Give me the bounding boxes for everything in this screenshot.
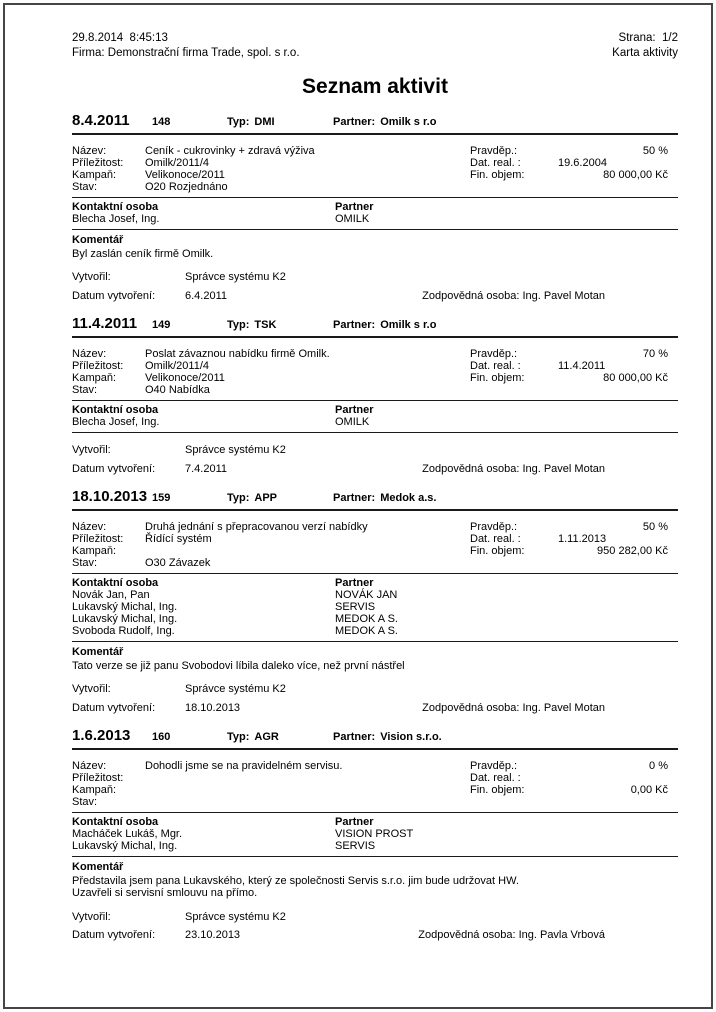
fin-objem-value: 950 282,00 Kč	[597, 545, 668, 557]
divider-thick	[72, 133, 678, 135]
contacts-rows	[72, 828, 678, 852]
contacts-header	[72, 816, 678, 828]
responsible-person	[422, 464, 678, 476]
kampan-label: Kampaň:	[72, 545, 117, 557]
divider-thin	[72, 641, 678, 642]
divider-thick	[72, 748, 678, 750]
activity-date: 8.4.2011	[72, 112, 130, 129]
dat-real-label: Dat. real. :	[470, 157, 521, 169]
contact-name: Lukavský Michal, Ing.	[72, 613, 178, 625]
contact-name: Svoboda Rudolf, Ing.	[72, 625, 175, 637]
fin-objem-label: Fin. objem:	[470, 545, 525, 557]
contacts-column-header: Kontaktní osoba	[72, 404, 159, 416]
pravdep-value: 70 %	[642, 348, 668, 360]
stav-value	[145, 796, 470, 808]
contacts-rows	[72, 589, 678, 637]
responsible-person	[418, 930, 678, 942]
comment-lines	[72, 875, 678, 900]
field-row-nazev	[72, 521, 678, 533]
field-row-stav	[72, 181, 678, 193]
field-row-kampan	[72, 784, 678, 796]
contact-partner: SERVIS	[335, 601, 376, 613]
prilezitost-value	[145, 772, 470, 784]
comment-lines	[72, 248, 678, 261]
stav-label: Stav:	[72, 384, 98, 396]
type-value: APP	[254, 492, 278, 504]
contact-row	[72, 589, 678, 601]
prilezitost-value: Řídící systém	[145, 533, 212, 545]
activity-block	[72, 315, 678, 475]
activity-block	[72, 488, 678, 714]
partner-label: Partner:	[333, 731, 376, 743]
pravdep-label: Pravděp.:	[470, 348, 518, 360]
report-header-row-1	[72, 31, 678, 46]
dat-real-label: Dat. real. :	[470, 533, 521, 545]
responsible-value: Ing. Pavla Vrbová	[518, 929, 605, 941]
type-label: Typ:	[227, 492, 250, 504]
created-date-label: Datum vytvoření:	[72, 289, 156, 302]
fin-objem-value: 0,00 Kč	[630, 784, 668, 796]
kampan-value	[145, 545, 470, 557]
activity-type	[227, 319, 333, 331]
contact-partner: NOVÁK JAN	[335, 589, 398, 601]
pravdep-label: Pravděp.:	[470, 760, 518, 772]
empty-cell	[470, 557, 558, 569]
prilezitost-label: Příležitost:	[72, 360, 124, 372]
empty-cell	[558, 384, 680, 396]
pravdep-label: Pravděp.:	[470, 521, 518, 533]
responsible-value: Ing. Pavel Motan	[522, 701, 605, 714]
prilezitost-label: Příležitost:	[72, 772, 124, 784]
kampan-value: Velikonoce/2011	[145, 372, 225, 384]
prilezitost-label: Příležitost:	[72, 533, 124, 545]
created-date-label: Datum vytvoření:	[72, 462, 156, 475]
company-name: Firma: Demonstrační firma Trade, spol. s r.o.	[72, 47, 300, 59]
contact-row	[72, 416, 678, 428]
fin-objem-label: Fin. objem:	[470, 169, 525, 181]
created-by-value: Správce systému K2	[185, 910, 286, 923]
created-by-label: Vytvořil:	[72, 444, 111, 456]
divider-thick	[72, 509, 678, 511]
type-label: Typ:	[227, 731, 250, 743]
prilezitost-label: Příležitost:	[72, 157, 124, 169]
created-by-label: Vytvořil:	[72, 910, 111, 923]
fin-objem-label: Fin. objem:	[470, 784, 525, 796]
partner-value: Medok a.s.	[380, 492, 437, 504]
partner-label: Partner:	[333, 492, 376, 504]
fin-objem-value: 80 000,00 Kč	[603, 169, 668, 181]
stav-label: Stav:	[72, 796, 98, 808]
partner-column-header: Partner	[335, 201, 374, 213]
contact-name: Novák Jan, Pan	[72, 589, 150, 601]
dat-real-label: Dat. real. :	[470, 360, 521, 372]
report-title: Seznam aktivit	[302, 75, 448, 98]
divider-thin	[72, 229, 678, 230]
comment-line: Byl zaslán ceník firmě Omilk.	[72, 247, 214, 260]
field-row-kampan	[72, 169, 678, 181]
activity-partner	[333, 731, 442, 743]
contacts-section	[72, 404, 678, 428]
responsible-person	[422, 703, 678, 715]
comment-header: Komentář	[72, 646, 124, 658]
contacts-rows	[72, 213, 678, 225]
created-by-row	[72, 272, 678, 284]
nazev-label: Název:	[72, 145, 107, 157]
comment-header: Komentář	[72, 861, 124, 873]
contact-name: Macháček Lukáš, Mgr.	[72, 828, 183, 840]
fin-objem-value: 80 000,00 Kč	[603, 372, 668, 384]
pravdep-value: 50 %	[642, 521, 668, 533]
contact-row	[72, 625, 678, 637]
partner-column-header: Partner	[335, 816, 374, 828]
type-value: DMI	[254, 116, 275, 128]
divider-thin	[72, 197, 678, 198]
activity-type	[227, 492, 333, 504]
created-date-value: 7.4.2011	[185, 462, 228, 475]
partner-value: Vision s.r.o.	[380, 731, 442, 743]
contact-name: Lukavský Michal, Ing.	[72, 601, 178, 613]
activity-type	[227, 731, 333, 743]
dat-real-value: 1.11.2013	[558, 533, 607, 545]
field-row-kampan	[72, 372, 678, 384]
responsible-label: Zodpovědná osoba:	[422, 289, 520, 302]
responsible-person	[422, 291, 678, 303]
contact-partner: SERVIS	[335, 840, 376, 852]
nazev-label: Název:	[72, 348, 107, 360]
activity-date: 1.6.2013	[72, 727, 131, 744]
activity-partner	[333, 116, 436, 128]
created-date-value: 6.4.2011	[185, 289, 228, 302]
report-datetime: 29.8.2014 8:45:13	[72, 32, 168, 44]
nazev-value: Dohodli jsme se na pravidelném servisu.	[145, 760, 343, 772]
contacts-section	[72, 201, 678, 225]
contact-row	[72, 601, 678, 613]
created-by-label: Vytvořil:	[72, 271, 111, 283]
stav-value: O40 Nabídka	[145, 384, 210, 396]
divider-thin	[72, 400, 678, 401]
responsible-value: Ing. Pavel Motan	[522, 289, 605, 302]
contacts-section	[72, 816, 678, 852]
contacts-column-header: Kontaktní osoba	[72, 816, 159, 828]
activity-number: 149	[152, 319, 171, 331]
activity-date: 18.10.2013	[72, 488, 148, 505]
contacts-header	[72, 201, 678, 213]
partner-value: Omilk s r.o	[380, 319, 437, 331]
contact-partner: VISION PROST	[335, 828, 414, 840]
stav-label: Stav:	[72, 181, 98, 193]
activity-number: 159	[152, 492, 171, 504]
dat-real-value: 11.4.2011	[558, 360, 606, 372]
stav-value: O20 Rozjednáno	[145, 181, 228, 193]
empty-cell	[470, 181, 558, 193]
field-row-nazev	[72, 145, 678, 157]
empty-cell	[558, 181, 680, 193]
empty-cell	[470, 796, 558, 808]
created-date-value: 18.10.2013	[185, 701, 241, 714]
created-date-row	[72, 930, 678, 942]
nazev-value: Druhá jednání s přepracovanou verzí nabídky	[145, 521, 368, 533]
divider-thin	[72, 573, 678, 574]
nazev-value: Poslat závaznou nabídku firmě Omilk.	[145, 348, 330, 360]
empty-cell	[470, 384, 558, 396]
activity-fields	[72, 348, 678, 396]
activity-header	[72, 727, 678, 745]
pravdep-value: 50 %	[642, 145, 668, 157]
empty-cell	[558, 796, 680, 808]
comment-line: Tato verze se již panu Svobodovi líbila daleko více, než první nástřel	[72, 659, 405, 672]
dat-real-value	[558, 772, 680, 784]
contacts-section	[72, 577, 678, 637]
kampan-value: Velikonoce/2011	[145, 169, 225, 181]
responsible-value: Ing. Pavel Motan	[522, 462, 605, 475]
activity-header	[72, 112, 678, 130]
nazev-label: Název:	[72, 521, 107, 533]
comment-lines	[72, 660, 678, 673]
activities-list	[72, 112, 678, 942]
kampan-label: Kampaň:	[72, 169, 117, 181]
field-row-prilezitost	[72, 360, 678, 372]
field-row-stav	[72, 796, 678, 808]
divider-thick	[72, 336, 678, 338]
created-by-row	[72, 912, 678, 924]
field-row-stav	[72, 384, 678, 396]
responsible-label: Zodpovědná osoba:	[422, 701, 520, 714]
created-date-row	[72, 291, 678, 303]
contact-row	[72, 828, 678, 840]
dat-real-label: Dat. real. :	[470, 772, 521, 784]
contact-name: Lukavský Michal, Ing.	[72, 840, 178, 852]
activity-fields	[72, 760, 678, 808]
responsible-label: Zodpovědná osoba:	[418, 929, 516, 941]
contact-partner: OMILK	[335, 213, 370, 225]
divider-thin	[72, 856, 678, 857]
type-label: Typ:	[227, 319, 250, 331]
nazev-value: Ceník - cukrovinky + zdravá výživa	[145, 145, 315, 157]
contact-partner: MEDOK A S.	[335, 613, 398, 625]
activity-fields	[72, 521, 678, 569]
partner-label: Partner:	[333, 116, 376, 128]
comment-section	[72, 861, 678, 900]
pravdep-value: 0 %	[649, 760, 668, 772]
field-row-stav	[72, 557, 678, 569]
created-by-value: Správce systému K2	[185, 683, 286, 695]
field-row-prilezitost	[72, 157, 678, 169]
field-row-nazev	[72, 348, 678, 360]
contact-name: Blecha Josef, Ing.	[72, 213, 160, 225]
activity-header	[72, 315, 678, 333]
created-by-label: Vytvořil:	[72, 683, 111, 695]
kampan-label: Kampaň:	[72, 372, 117, 384]
contacts-column-header: Kontaktní osoba	[72, 577, 159, 589]
contact-partner: MEDOK A S.	[335, 625, 398, 637]
empty-cell	[558, 557, 680, 569]
created-date-label: Datum vytvoření:	[72, 701, 156, 714]
contacts-header	[72, 577, 678, 589]
contacts-rows	[72, 416, 678, 428]
created-date-label: Datum vytvoření:	[72, 929, 156, 941]
partner-label: Partner:	[333, 319, 376, 331]
report-content	[72, 31, 678, 942]
stav-label: Stav:	[72, 557, 98, 569]
partner-column-header: Partner	[335, 404, 374, 416]
kampan-value	[145, 784, 470, 796]
divider-thin	[72, 432, 678, 433]
contacts-column-header: Kontaktní osoba	[72, 201, 159, 213]
created-by-value: Správce systému K2	[185, 271, 286, 283]
activity-block	[72, 727, 678, 942]
activity-fields	[72, 145, 678, 193]
created-by-row	[72, 684, 678, 696]
created-by-value: Správce systému K2	[185, 444, 286, 456]
activity-partner	[333, 492, 436, 504]
field-row-kampan	[72, 545, 678, 557]
comment-section	[72, 646, 678, 672]
field-row-prilezitost	[72, 772, 678, 784]
prilezitost-value: Omilk/2011/4	[145, 157, 209, 169]
comment-line: Představila jsem pana Lukavského, který ze společnosti Servis s.r.o. jim bude udržovat HW.	[72, 874, 519, 887]
contact-partner: OMILK	[335, 416, 370, 428]
responsible-label: Zodpovědná osoba:	[422, 462, 520, 475]
partner-value: Omilk s r.o	[380, 116, 437, 128]
comment-header: Komentář	[72, 234, 124, 246]
contact-row	[72, 840, 678, 852]
dat-real-value: 19.6.2004	[558, 157, 607, 169]
page-number: Strana: 1/2	[618, 32, 678, 44]
nazev-label: Název:	[72, 760, 107, 772]
type-value: TSK	[254, 319, 277, 331]
type-value: AGR	[254, 731, 279, 743]
prilezitost-value: Omilk/2011/4	[145, 360, 209, 372]
created-date-value: 23.10.2013	[185, 929, 241, 941]
fin-objem-label: Fin. objem:	[470, 372, 525, 384]
created-date-row	[72, 703, 678, 715]
pravdep-label: Pravděp.:	[470, 145, 518, 157]
divider-thin	[72, 812, 678, 813]
comment-section	[72, 234, 678, 260]
card-type-label: Karta aktivity	[612, 47, 678, 59]
activity-header	[72, 488, 678, 506]
kampan-label: Kampaň:	[72, 784, 117, 796]
contacts-header	[72, 404, 678, 416]
activity-date: 11.4.2011	[72, 315, 138, 332]
field-row-prilezitost	[72, 533, 678, 545]
partner-column-header: Partner	[335, 577, 374, 589]
activity-block	[72, 112, 678, 302]
created-date-row	[72, 464, 678, 476]
activity-number: 160	[152, 731, 171, 743]
contact-row	[72, 613, 678, 625]
report-header-row-2	[72, 46, 678, 61]
contact-row	[72, 213, 678, 225]
activity-partner	[333, 319, 436, 331]
page-border	[3, 3, 713, 1009]
created-by-row	[72, 445, 678, 457]
type-label: Typ:	[227, 116, 250, 128]
activity-type	[227, 116, 333, 128]
contact-name: Blecha Josef, Ing.	[72, 416, 160, 428]
field-row-nazev	[72, 760, 678, 772]
activity-number: 148	[152, 116, 171, 128]
comment-line: Uzavřeli si servisní smlouvu na přímo.	[72, 887, 258, 899]
stav-value: O30 Závazek	[145, 557, 211, 569]
